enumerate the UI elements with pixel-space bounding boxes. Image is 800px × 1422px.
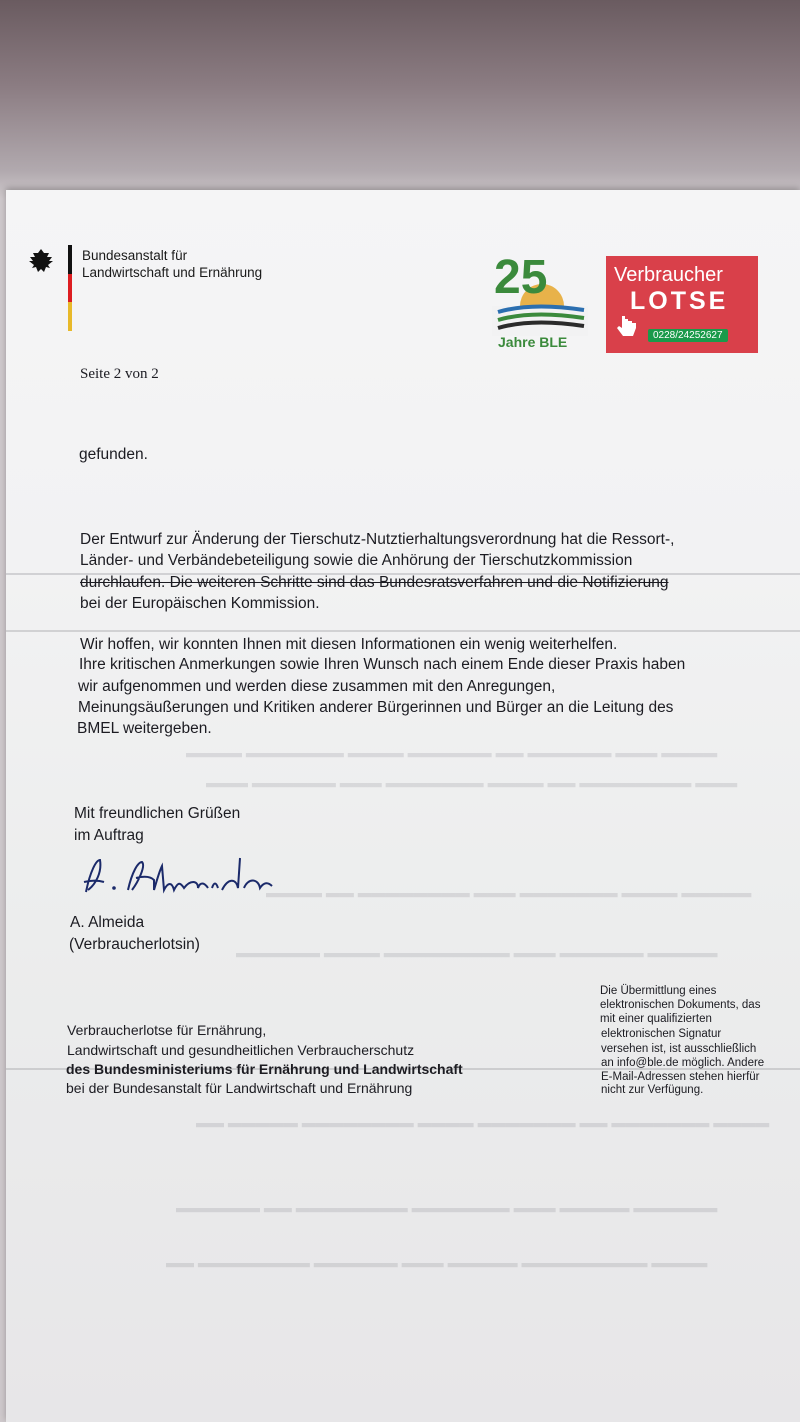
notice-line: elektronischen Signatur [601, 1028, 722, 1040]
paragraph-line: wir aufgenommen und werden diese zusammen mit den Anregungen, [78, 678, 556, 695]
agency-name-line2: Landwirtschaft und Ernährung [82, 265, 263, 280]
show-through-text: ▬▬▬ ▬▬▬▬▬▬▬▬ ▬▬ ▬▬▬▬ ▬▬▬▬▬▬▬ ▬▬▬ ▬▬▬▬▬▬ ▬▬▬ [206, 780, 738, 796]
footer-line: Verbraucherlotse für Ernährung, [67, 1022, 267, 1038]
notice-line: Die Übermittlung eines [600, 985, 717, 997]
ble-25-years-logo [492, 251, 588, 354]
paragraph-line: Meinungsäußerungen und Kritiken anderer Bürgerinnen und Bürger an die Leitung des [78, 699, 674, 716]
notice-line: elektronischen Dokuments, das [600, 999, 761, 1011]
notice-line: E-Mail-Adressen stehen hierfür [601, 1071, 760, 1083]
paragraph-line: Der Entwurf zur Änderung der Tierschutz-Nutztierhaltungsverordnung hat die Ressort-, [80, 531, 675, 548]
ble-years-text: Jahre BLE [498, 334, 568, 350]
german-flag-bar [68, 245, 72, 331]
verbraucher-lotse-logo [606, 256, 758, 353]
notice-line: mit einer qualifizierten [600, 1013, 712, 1025]
page-number: Seite 2 von 2 [80, 366, 159, 382]
paragraph-line: BMEL weitergeben. [77, 720, 212, 737]
notice-line: versehen ist, ist ausschließlich [601, 1043, 757, 1055]
paragraph-line: Länder- und Verbändebeteiligung sowie die Anhörung der Tierschutzkommission [80, 552, 633, 569]
paragraph-line: Ihre kritischen Anmerkungen sowie Ihren Wunsch nach einem Ende dieser Praxis haben [79, 656, 686, 673]
notice-line: nicht zur Verfügung. [601, 1084, 704, 1096]
paragraph-line: durchlaufen. Die weiteren Schritte sind das Bundesratsverfahren und die Notifizierung [80, 574, 669, 591]
show-through-text: ▬▬▬▬ ▬▬▬▬▬▬▬ ▬▬ ▬▬▬▬▬▬▬ ▬▬▬▬ ▬▬▬▬▬▬▬▬ ▬▬▬▬▬ ▬▬ [196, 1120, 770, 1136]
paragraph-line: bei der Europäischen Kommission. [80, 595, 320, 612]
agency-name-line1: Bundesanstalt für [82, 248, 188, 263]
notice-line: an info@ble.de möglich. Andere [601, 1057, 765, 1069]
footer-line: bei der Bundesanstalt für Landwirtschaft und Ernährung [66, 1080, 413, 1096]
vl-phone-number: 0228/24252627 [648, 329, 728, 342]
pointing-hand-icon [616, 314, 642, 340]
federal-eagle-icon [25, 245, 57, 277]
ble-25-number: 25 [494, 251, 548, 304]
handwritten-signature [80, 852, 290, 900]
paragraph-line: Wir hoffen, wir konnten Ihnen mit diesen Informationen ein wenig weiterhelfen. [80, 636, 618, 653]
show-through-text: ▬▬▬▬▬ ▬▬▬▬▬▬ ▬▬▬ ▬▬▬▬▬▬▬▬▬ ▬▬▬▬ ▬▬▬▬▬▬ [236, 950, 718, 966]
show-through-text: ▬▬▬▬ ▬▬▬▬▬▬▬▬▬ ▬▬▬▬▬ ▬▬▬ ▬▬▬▬▬▬ ▬▬▬▬▬▬▬▬ ▬▬ [166, 1260, 708, 1276]
show-through-text: ▬▬▬▬▬▬ ▬▬▬▬▬ ▬▬▬ ▬▬▬▬▬▬▬ ▬▬▬▬▬▬▬▬ ▬▬ ▬▬▬▬▬▬ [176, 1205, 718, 1221]
show-through-text: ▬▬▬▬ ▬▬▬ ▬▬▬▬▬▬ ▬▬ ▬▬▬▬▬▬ ▬▬▬▬ ▬▬▬▬▬▬▬ ▬▬▬▬ [186, 750, 718, 766]
closing-on-behalf: im Auftrag [74, 827, 144, 844]
footer-line: des Bundesministeriums für Ernährung und Landwirtschaft [66, 1061, 463, 1077]
found-text: gefunden. [79, 446, 148, 463]
signer-role: (Verbraucherlotsin) [69, 936, 200, 953]
signer-name: A. Almeida [70, 914, 145, 931]
show-through-text: ▬▬▬▬▬ ▬▬▬▬ ▬▬▬▬▬▬▬ ▬▬▬ ▬▬▬▬▬▬▬▬ ▬▬ ▬▬▬▬ [266, 890, 752, 906]
vl-logo-line1: Verbraucher [614, 264, 723, 286]
footer-line: Landwirtschaft und gesundheitlichen Verbraucherschutz [67, 1042, 415, 1058]
vl-logo-line2: LOTSE [630, 287, 729, 315]
fold-line [6, 630, 800, 632]
closing-greeting: Mit freundlichen Grüßen [74, 805, 241, 822]
